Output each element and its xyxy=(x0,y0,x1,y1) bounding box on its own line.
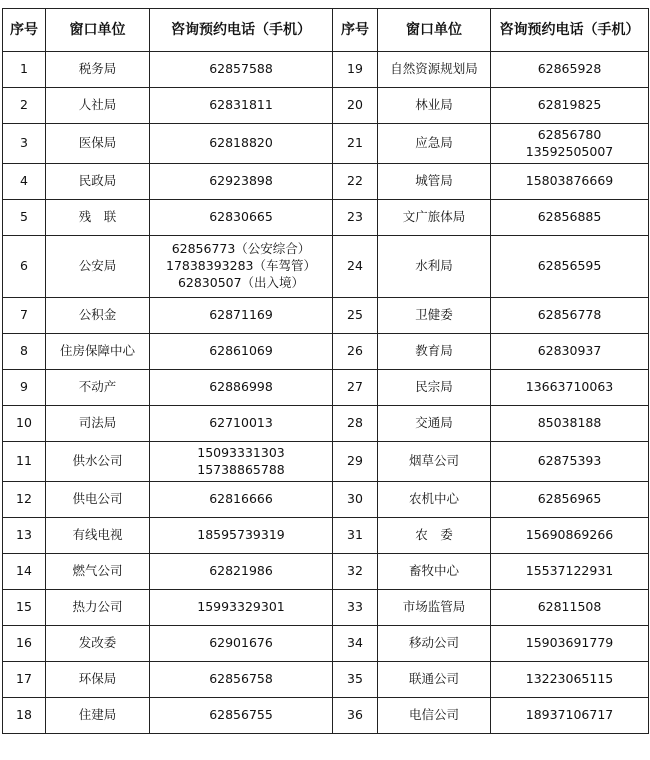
consult-phone xyxy=(491,52,649,88)
table-row xyxy=(3,124,649,164)
consult-phone xyxy=(150,406,333,442)
phone-number: 15537122931 xyxy=(525,563,614,579)
row-number: 21 xyxy=(333,124,378,164)
window-unit: 城管局 xyxy=(378,164,491,200)
window-unit: 文广旅体局 xyxy=(378,200,491,236)
phone-number: 15093331303 xyxy=(197,444,285,460)
consult-phone xyxy=(150,52,333,88)
window-unit: 卫健委 xyxy=(378,298,491,334)
phone-number: 62865928 xyxy=(537,61,602,77)
window-unit: 发改委 xyxy=(46,626,150,662)
phone-number: 62821986 xyxy=(209,563,273,579)
phone-number: 62871169 xyxy=(209,307,273,323)
header-no-left: 序号 xyxy=(3,9,46,52)
window-unit: 畜牧中心 xyxy=(378,554,491,590)
phone-number: 18937106717 xyxy=(525,707,614,723)
row-number: 16 xyxy=(3,626,46,662)
window-unit: 医保局 xyxy=(46,124,150,164)
table-row xyxy=(3,590,649,626)
phone-number: 15738865788 xyxy=(197,461,285,477)
header-no-right: 序号 xyxy=(333,9,378,52)
consult-phone xyxy=(491,482,649,518)
phone-number: 62856773（公安综合） xyxy=(171,241,311,257)
consult-phone xyxy=(150,88,333,124)
table-row xyxy=(3,698,649,734)
window-unit: 司法局 xyxy=(46,406,150,442)
window-unit: 水利局 xyxy=(378,236,491,298)
table-row xyxy=(3,200,649,236)
phone-number: 62856885 xyxy=(537,209,602,225)
phone-number: 15993329301 xyxy=(197,599,285,615)
row-number: 12 xyxy=(3,482,46,518)
window-unit: 公积金 xyxy=(46,298,150,334)
consult-phone xyxy=(491,698,649,734)
row-number: 11 xyxy=(3,442,46,482)
phone-number: 62816666 xyxy=(209,491,273,507)
window-unit: 不动产 xyxy=(46,370,150,406)
consult-phone xyxy=(491,236,649,298)
window-unit: 有线电视 xyxy=(46,518,150,554)
row-number: 17 xyxy=(3,662,46,698)
consult-phone xyxy=(491,200,649,236)
row-number: 2 xyxy=(3,88,46,124)
row-number: 20 xyxy=(333,88,378,124)
window-unit: 移动公司 xyxy=(378,626,491,662)
window-unit: 供水公司 xyxy=(46,442,150,482)
table-row xyxy=(3,52,649,88)
row-number: 4 xyxy=(3,164,46,200)
table-row xyxy=(3,236,649,298)
consult-phone xyxy=(491,298,649,334)
table-row xyxy=(3,88,649,124)
consult-phone xyxy=(150,334,333,370)
consult-phone xyxy=(150,298,333,334)
consult-phone xyxy=(150,590,333,626)
window-unit: 交通局 xyxy=(378,406,491,442)
row-number: 6 xyxy=(3,236,46,298)
phone-number: 62856755 xyxy=(209,707,273,723)
consult-phone xyxy=(150,482,333,518)
header-unit-right: 窗口单位 xyxy=(378,9,491,52)
phone-number: 15803876669 xyxy=(525,173,614,189)
table-row xyxy=(3,554,649,590)
row-number: 18 xyxy=(3,698,46,734)
consult-phone xyxy=(491,406,649,442)
consult-phone xyxy=(150,124,333,164)
row-number: 30 xyxy=(333,482,378,518)
row-number: 34 xyxy=(333,626,378,662)
consult-phone xyxy=(150,164,333,200)
consult-phone xyxy=(491,626,649,662)
consult-phone xyxy=(491,590,649,626)
consult-phone xyxy=(491,88,649,124)
consult-phone xyxy=(150,662,333,698)
header-phone-right: 咨询预约电话（手机） xyxy=(491,9,649,52)
row-number: 36 xyxy=(333,698,378,734)
window-unit: 供电公司 xyxy=(46,482,150,518)
consult-phone xyxy=(491,164,649,200)
window-unit: 人社局 xyxy=(46,88,150,124)
consult-phone xyxy=(491,554,649,590)
row-number: 28 xyxy=(333,406,378,442)
consult-phone xyxy=(150,370,333,406)
window-unit: 林业局 xyxy=(378,88,491,124)
row-number: 1 xyxy=(3,52,46,88)
row-number: 32 xyxy=(333,554,378,590)
window-unit: 联通公司 xyxy=(378,662,491,698)
row-number: 22 xyxy=(333,164,378,200)
row-number: 19 xyxy=(333,52,378,88)
consult-phone xyxy=(491,370,649,406)
consult-phone xyxy=(150,236,333,298)
phone-number: 13663710063 xyxy=(525,379,614,395)
phone-number: 62856595 xyxy=(537,258,602,274)
phone-number: 13223065115 xyxy=(525,671,614,687)
table-row xyxy=(3,164,649,200)
header-phone-left: 咨询预约电话（手机） xyxy=(150,9,333,52)
consult-phone xyxy=(150,518,333,554)
contact-table-container xyxy=(2,8,649,734)
consult-phone xyxy=(150,554,333,590)
phone-number: 62830665 xyxy=(209,209,273,225)
consult-phone xyxy=(491,442,649,482)
row-number: 29 xyxy=(333,442,378,482)
row-number: 26 xyxy=(333,334,378,370)
consult-phone xyxy=(150,200,333,236)
window-unit: 民政局 xyxy=(46,164,150,200)
phone-number: 62901676 xyxy=(209,635,273,651)
window-unit: 环保局 xyxy=(46,662,150,698)
table-row xyxy=(3,334,649,370)
window-unit: 烟草公司 xyxy=(378,442,491,482)
consult-phone xyxy=(150,626,333,662)
phone-number: 17838393283（车驾管） xyxy=(166,258,316,274)
window-unit: 自然资源规划局 xyxy=(378,52,491,88)
row-number: 33 xyxy=(333,590,378,626)
consult-phone xyxy=(491,662,649,698)
header-unit-left: 窗口单位 xyxy=(46,9,150,52)
phone-number: 18595739319 xyxy=(197,527,285,543)
table-row xyxy=(3,482,649,518)
phone-number: 62710013 xyxy=(209,415,273,431)
phone-number: 62861069 xyxy=(209,343,273,359)
row-number: 9 xyxy=(3,370,46,406)
phone-number: 62856965 xyxy=(537,491,602,507)
row-number: 27 xyxy=(333,370,378,406)
header-row xyxy=(3,9,649,52)
window-unit: 教育局 xyxy=(378,334,491,370)
window-unit: 农机中心 xyxy=(378,482,491,518)
table-row xyxy=(3,406,649,442)
row-number: 5 xyxy=(3,200,46,236)
phone-number: 62857588 xyxy=(209,61,273,77)
consult-phone xyxy=(491,124,649,164)
contact-table xyxy=(2,8,649,734)
row-number: 8 xyxy=(3,334,46,370)
consult-phone xyxy=(150,442,333,482)
phone-number: 85038188 xyxy=(537,415,602,431)
table-row xyxy=(3,626,649,662)
row-number: 23 xyxy=(333,200,378,236)
window-unit: 民宗局 xyxy=(378,370,491,406)
window-unit: 住房保障中心 xyxy=(46,334,150,370)
phone-number: 62818820 xyxy=(209,135,273,151)
table-row xyxy=(3,370,649,406)
phone-number: 62811508 xyxy=(537,599,602,615)
row-number: 7 xyxy=(3,298,46,334)
window-unit: 燃气公司 xyxy=(46,554,150,590)
table-row xyxy=(3,662,649,698)
phone-number: 62856758 xyxy=(209,671,273,687)
table-row xyxy=(3,298,649,334)
row-number: 10 xyxy=(3,406,46,442)
window-unit: 市场监管局 xyxy=(378,590,491,626)
phone-number: 62923898 xyxy=(209,173,273,189)
phone-number: 15690869266 xyxy=(525,527,614,543)
row-number: 25 xyxy=(333,298,378,334)
phone-number: 62830937 xyxy=(537,343,602,359)
window-unit: 农 委 xyxy=(378,518,491,554)
table-row xyxy=(3,518,649,554)
phone-number: 62886998 xyxy=(209,379,273,395)
window-unit: 电信公司 xyxy=(378,698,491,734)
window-unit: 公安局 xyxy=(46,236,150,298)
window-unit: 住建局 xyxy=(46,698,150,734)
row-number: 24 xyxy=(333,236,378,298)
table-body xyxy=(3,52,649,734)
consult-phone xyxy=(150,698,333,734)
phone-number: 62856780 xyxy=(537,126,602,142)
row-number: 13 xyxy=(3,518,46,554)
window-unit: 残 联 xyxy=(46,200,150,236)
row-number: 15 xyxy=(3,590,46,626)
consult-phone xyxy=(491,518,649,554)
phone-number: 13592505007 xyxy=(525,143,614,159)
phone-number: 15903691779 xyxy=(525,635,614,651)
row-number: 35 xyxy=(333,662,378,698)
phone-number: 62831811 xyxy=(209,97,273,113)
phone-number: 62875393 xyxy=(537,453,602,469)
phone-number: 62830507（出入境） xyxy=(177,274,305,290)
row-number: 3 xyxy=(3,124,46,164)
phone-number: 62819825 xyxy=(537,97,602,113)
phone-number: 62856778 xyxy=(537,307,602,323)
window-unit: 热力公司 xyxy=(46,590,150,626)
table-row xyxy=(3,442,649,482)
window-unit: 应急局 xyxy=(378,124,491,164)
window-unit: 税务局 xyxy=(46,52,150,88)
row-number: 14 xyxy=(3,554,46,590)
consult-phone xyxy=(491,334,649,370)
row-number: 31 xyxy=(333,518,378,554)
